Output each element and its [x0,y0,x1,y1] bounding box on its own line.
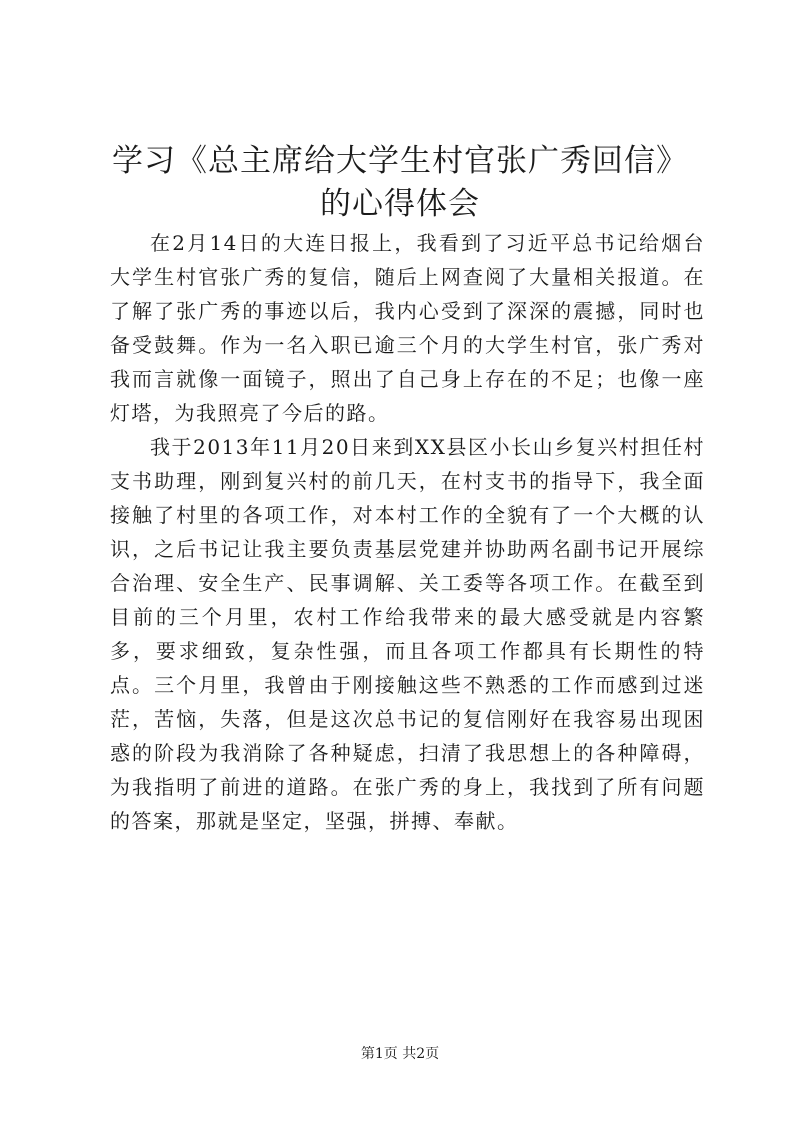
paragraph-2: 我于2013年11月20日来到XX县区小长山乡复兴村担任村支书助理，刚到复兴村的前几天，在村支书的指导下，我全面接触了村里的各项工作，对本村工作的全貌有了一个大概的认识，之后书记让我主要负责基层党建并协助两名副书记开展综合治理、安全生产、民事调解、关工委等各项工作。在截至到目前的三个月里，农村工作给我带来的最大感受就是内容繁多，要求细致，复杂性强，而且各项工作都具有长期性的特点。三个月里，我曾由于刚接触这些不熟悉的工作而感到过迷茫，苦恼，失落，但是这次总书记的复信刚好在我容易出现困惑的阶段为我消除了各种疑虑，扫清了我思想上的各种障碍，为我指明了前进的道路。在张广秀的身上，我找到了所有问题的答案，那就是坚定，坚强，拼搏、奉献。 [110,435,705,833]
document-body [110,226,705,838]
paragraph-1: 在2月14日的大连日报上，我看到了习近平总书记给烟台大学生村官张广秀的复信，随后上网查阅了大量相关报道。在了解了张广秀的事迹以后，我内心受到了深深的震撼，同时也备受鼓舞。作为一名入职已逾三个月的大学生村官，张广秀对我而言就像一面镜子，照出了自己身上存在的不足；也像一座灯塔，为我照亮了今后的路。 [110,231,705,425]
page-footer: 第1页 共2页 [360,1046,440,1062]
document-title: 学习《总主席给大学生村官张广秀回信》的心得体会 [112,143,688,222]
